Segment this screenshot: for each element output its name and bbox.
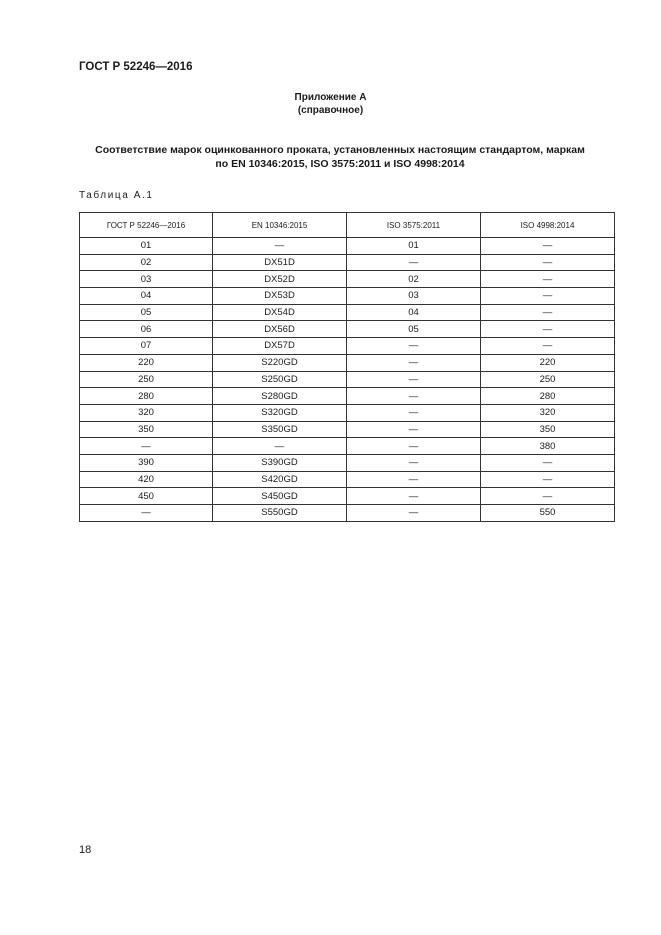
document-code: ГОСТ Р 52246—2016	[79, 61, 193, 73]
table-cell: —	[347, 438, 481, 455]
table-cell: —	[481, 254, 615, 271]
table-cell: —	[80, 438, 213, 455]
table-row	[80, 438, 615, 455]
table-cell: 03	[80, 271, 213, 288]
table-cell: 02	[80, 254, 213, 271]
table-cell: 05	[347, 321, 481, 338]
table-row	[80, 471, 615, 488]
table-cell: 350	[80, 421, 213, 438]
table-cell: S390GD	[213, 454, 347, 471]
table-cell: DX52D	[213, 271, 347, 288]
table-cell: —	[481, 288, 615, 305]
table-row	[80, 238, 615, 255]
table-row	[80, 371, 615, 388]
table-cell: S450GD	[213, 488, 347, 505]
table-cell: S250GD	[213, 371, 347, 388]
table-cell: 220	[481, 354, 615, 371]
table-cell: S220GD	[213, 354, 347, 371]
table-cell: 04	[80, 288, 213, 305]
table-header-row	[80, 213, 615, 238]
table-cell: —	[347, 338, 481, 355]
table-cell: 05	[80, 304, 213, 321]
table-cell: 01	[80, 238, 213, 255]
table-cell: DX53D	[213, 288, 347, 305]
column-header: EN 10346:2015	[213, 213, 347, 238]
table-cell: 06	[80, 321, 213, 338]
table-label: Таблица А.1	[79, 190, 154, 201]
appendix-heading	[60, 143, 620, 171]
column-header: ISO 4998:2014	[481, 213, 615, 238]
table-cell: —	[347, 254, 481, 271]
table-row	[80, 321, 615, 338]
table-row	[80, 304, 615, 321]
table-cell: S280GD	[213, 388, 347, 405]
table-cell: 550	[481, 505, 615, 522]
table-cell: 04	[347, 304, 481, 321]
table-cell: S320GD	[213, 404, 347, 421]
table-cell: —	[481, 238, 615, 255]
table-row	[80, 288, 615, 305]
table-cell: —	[213, 238, 347, 255]
table-row	[80, 404, 615, 421]
appendix-title: Приложение А	[294, 92, 367, 103]
table-cell: S550GD	[213, 505, 347, 522]
heading-line-2: по EN 10346:2015, ISO 3575:2011 и ISO 4998:2014	[215, 158, 465, 170]
table-row	[80, 254, 615, 271]
table-cell: —	[347, 354, 481, 371]
heading-line-1: Соответствие марок оцинкованного проката, установленных настоящим стандартом, маркам	[95, 144, 585, 156]
table-cell: 01	[347, 238, 481, 255]
table-cell: 320	[481, 404, 615, 421]
column-header: ГОСТ Р 52246—2016	[80, 213, 213, 238]
table-body	[80, 238, 615, 522]
table-cell: 03	[347, 288, 481, 305]
table-cell: 280	[481, 388, 615, 405]
table-cell: —	[481, 471, 615, 488]
appendix-subtitle: (справочное)	[297, 105, 364, 116]
table-cell: —	[481, 304, 615, 321]
correspondence-table	[79, 212, 615, 522]
page-number: 18	[79, 844, 92, 856]
table-row	[80, 421, 615, 438]
table-cell: —	[481, 338, 615, 355]
table-cell: —	[481, 488, 615, 505]
table-cell: —	[347, 505, 481, 522]
table-cell: 07	[80, 338, 213, 355]
table-cell: —	[347, 388, 481, 405]
table-row	[80, 488, 615, 505]
table-cell: —	[347, 488, 481, 505]
table-row	[80, 354, 615, 371]
table-cell: —	[347, 421, 481, 438]
table-cell: 250	[80, 371, 213, 388]
table-row	[80, 388, 615, 405]
table-cell: 280	[80, 388, 213, 405]
table-cell: —	[80, 505, 213, 522]
table-cell: DX57D	[213, 338, 347, 355]
table-cell: S420GD	[213, 471, 347, 488]
table-cell: —	[347, 404, 481, 421]
table-cell: S350GD	[213, 421, 347, 438]
table-cell: 02	[347, 271, 481, 288]
table-row	[80, 338, 615, 355]
table-cell: —	[347, 454, 481, 471]
table-cell: DX54D	[213, 304, 347, 321]
table-cell: —	[347, 371, 481, 388]
table-cell: DX51D	[213, 254, 347, 271]
table-cell: 390	[80, 454, 213, 471]
table-cell: —	[481, 321, 615, 338]
table-cell: 250	[481, 371, 615, 388]
table-cell: 220	[80, 354, 213, 371]
table-cell: DX56D	[213, 321, 347, 338]
table-cell: 320	[80, 404, 213, 421]
table-cell: —	[213, 438, 347, 455]
table-cell: 450	[80, 488, 213, 505]
table-cell: —	[347, 471, 481, 488]
table-row	[80, 505, 615, 522]
table-cell: —	[481, 454, 615, 471]
column-header: ISO 3575:2011	[347, 213, 481, 238]
table-cell: 380	[481, 438, 615, 455]
table-cell: —	[481, 271, 615, 288]
table-row	[80, 271, 615, 288]
table-cell: 420	[80, 471, 213, 488]
table-cell: 350	[481, 421, 615, 438]
table-row	[80, 454, 615, 471]
